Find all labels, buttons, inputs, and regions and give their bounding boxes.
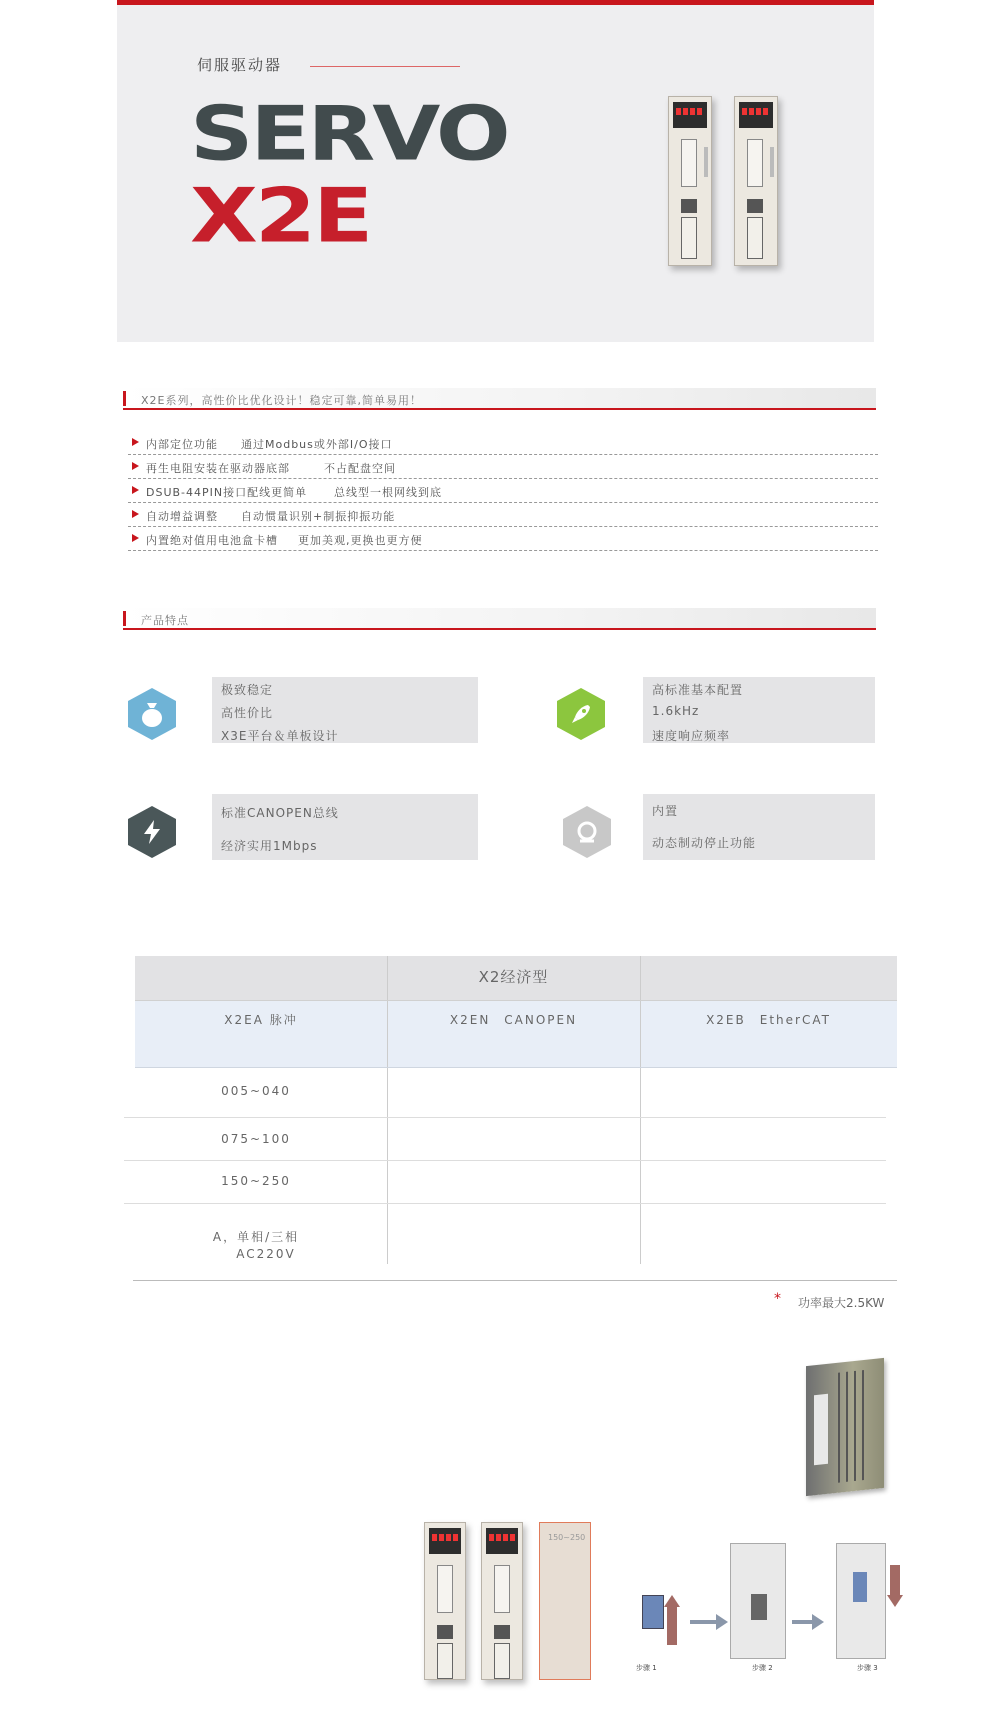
list-item: 再生电阻安装在驱动器底部 不占配盘空间	[128, 455, 878, 479]
servo-drive-image	[734, 96, 778, 266]
table-divider	[133, 1280, 897, 1281]
table-cell: 005~040	[221, 1084, 291, 1098]
table-divider	[135, 1067, 897, 1068]
table-cell: 150~250	[221, 1174, 291, 1188]
drive-step-image	[730, 1543, 786, 1659]
table-divider	[124, 1117, 886, 1118]
arrow-right-icon	[690, 1620, 716, 1624]
arrow-down-icon	[890, 1565, 900, 1595]
face-icon	[563, 806, 611, 858]
arrow-right-icon	[792, 1620, 812, 1624]
table-divider	[640, 956, 641, 1264]
hero-subtitle: 伺服驱动器	[197, 56, 283, 74]
battery-image	[642, 1595, 664, 1629]
feature-box: 内置 动态制动停止功能	[643, 794, 875, 860]
feature-box: 极致稳定 高性价比 X3E平台＆单板设计	[212, 677, 478, 743]
list-item: 内部定位功能 通过Modbus或外部I/O接口	[128, 431, 878, 455]
table-divider	[124, 1160, 886, 1161]
table-group-title: X2经济型	[478, 968, 549, 986]
drive-3d-image	[806, 1358, 884, 1496]
step-label: 步骤 3	[857, 1664, 878, 1672]
table-cell: 075~100	[221, 1132, 291, 1146]
list-item: 内置绝对值用电池盒卡槽 更加美观,更换也更方便	[128, 527, 878, 551]
power-note: 功率最大2.5KW	[798, 1296, 885, 1310]
table-cell: A，单相/三相	[212, 1230, 300, 1244]
asterisk-icon: *	[774, 1291, 781, 1307]
arrow-right-icon	[716, 1614, 728, 1630]
list-item: DSUB-44PIN接口配线更简单 总线型一根网线到底	[128, 479, 878, 503]
feature-box: 高标准基本配置 1.6kHz 速度响应频率	[643, 677, 875, 743]
arrow-up-icon	[667, 1607, 677, 1645]
column-header: X2EB EtherCAT	[706, 1013, 831, 1027]
feature-box: 标准CANOPEN总线 经济实用1Mbps	[212, 794, 478, 860]
column-header: X2EA 脉冲	[224, 1013, 298, 1027]
subtitle-divider	[310, 66, 460, 67]
servo-drive-image	[424, 1522, 466, 1680]
arrow-right-icon	[812, 1614, 824, 1630]
table-divider	[387, 956, 388, 1264]
table-divider	[135, 1000, 897, 1001]
arrow-down-icon	[887, 1595, 903, 1607]
section-title: 产品特点	[141, 614, 189, 627]
hero-title-servo: SERVO	[190, 90, 508, 178]
arrow-up-icon	[664, 1595, 680, 1607]
section-title: X2E系列，高性价比优化设计！稳定可靠,简单易用！	[141, 394, 422, 407]
hero-title-x2e: X2E	[190, 172, 371, 260]
drive-step-image	[836, 1543, 886, 1659]
list-item: 自动增益调整 自动惯量识别+制振抑振功能	[128, 503, 878, 527]
column-header: X2EN CANOPEN	[449, 1013, 578, 1027]
servo-drive-image	[668, 96, 712, 266]
step-label: 步骤 1	[636, 1664, 657, 1672]
table-divider	[124, 1203, 886, 1204]
servo-drive-image	[481, 1522, 523, 1680]
table-cell: AC220V	[236, 1247, 296, 1261]
section-header-features	[123, 608, 876, 630]
section-header-series	[123, 388, 876, 410]
rocket-icon	[557, 688, 605, 740]
bag-icon	[128, 688, 176, 740]
step-label: 步骤 2	[752, 1664, 773, 1672]
placeholder-box: 150~250	[539, 1522, 591, 1680]
lightning-icon	[128, 806, 176, 858]
